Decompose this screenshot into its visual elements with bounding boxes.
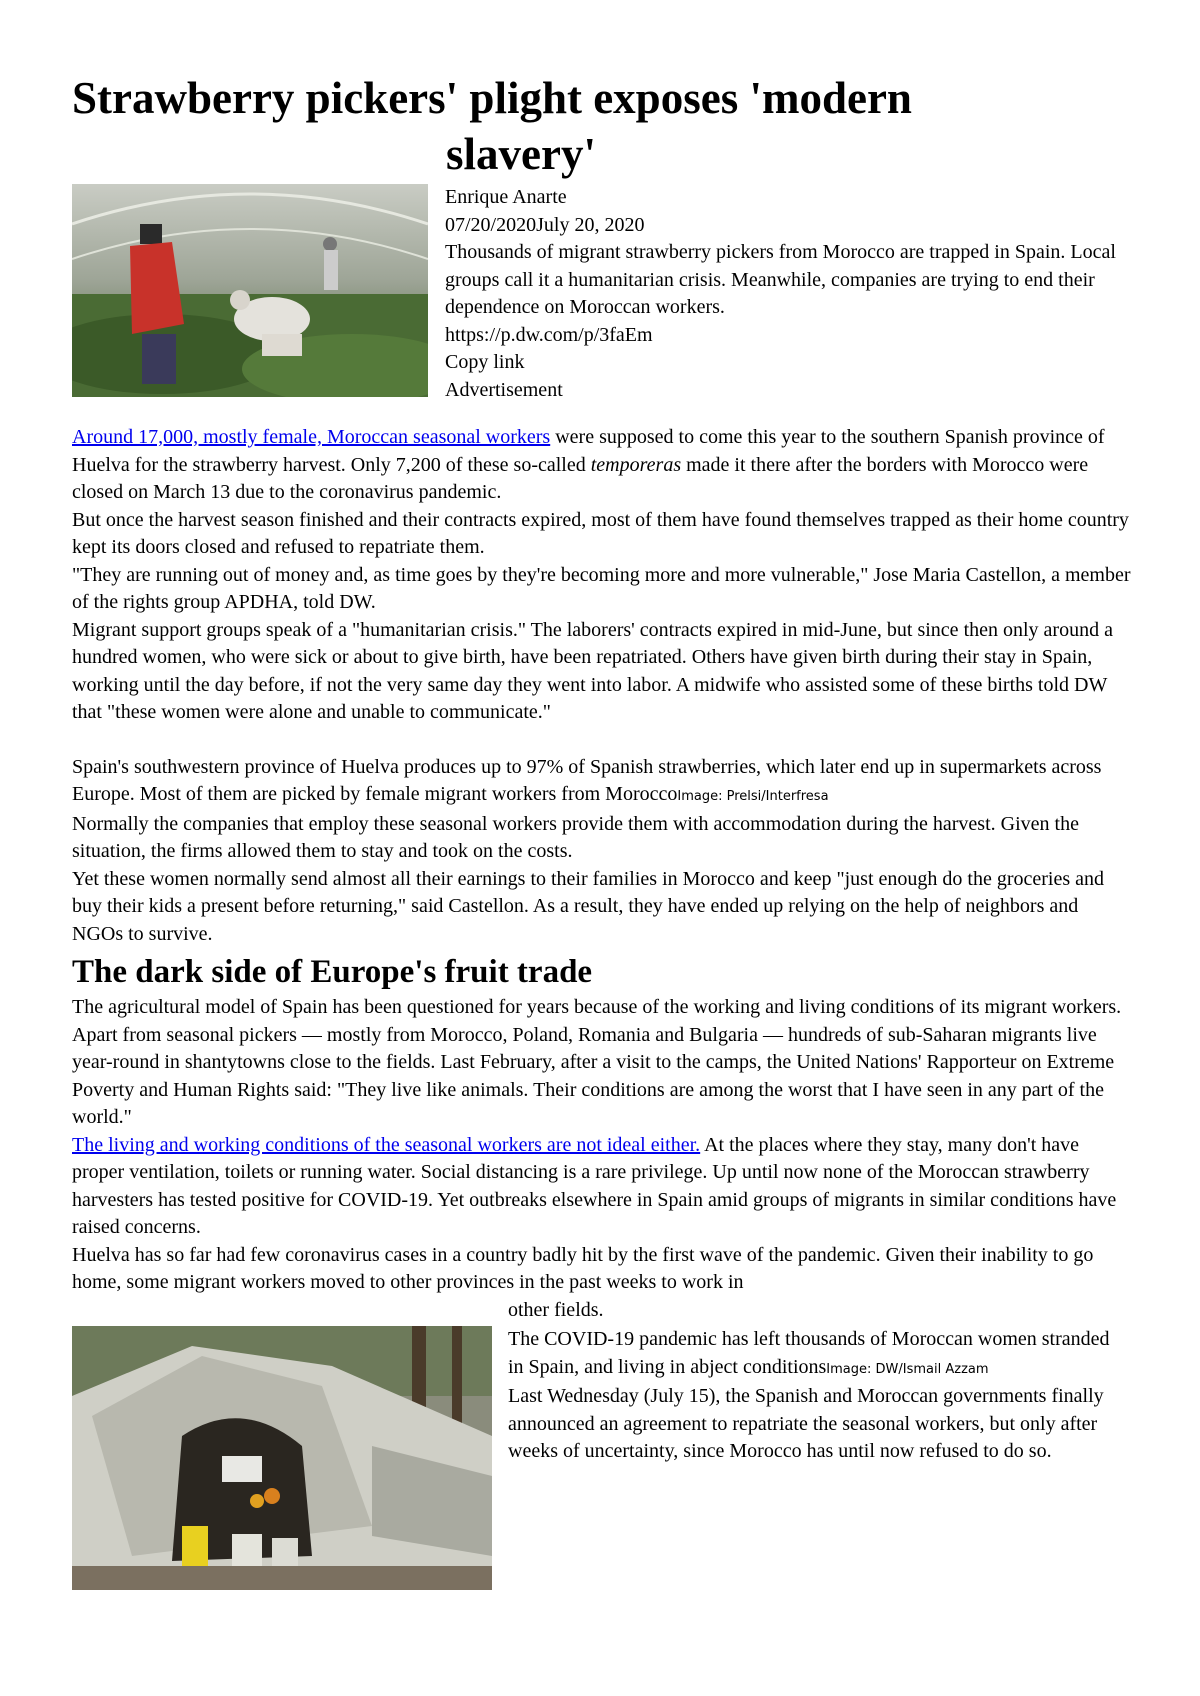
header-block [72,186,1132,424]
paragraph-3: "They are running out of money and, as time goes by they're becoming more and more vulnerable," Jose Maria Castellon, a member of the rights group APDHA, told DW. [72,563,1131,613]
section-heading: The dark side of Europe's fruit trade [72,954,593,990]
paragraph-8: Apart from seasonal pickers — mostly from Morocco, Poland, Romania and Bulgaria — hundreds of sub-Saharan migrants live year-round in shantytowns close to the fields. Last February, after a visit to the camps, the United Nations' Rapporteur on Extreme Poverty and Human Rights said: "They live like animals. Their conditions are among the worst that I have seen in any part of the world." [72,1023,1115,1128]
spacer [508,1299,1128,1326]
copy-link-button[interactable]: Copy link [445,351,525,373]
paragraph-7: The agricultural model of Spain has been questioned for years because of the working and living conditions of its migrant workers. [72,996,1122,1018]
article-page [72,70,1132,1596]
paragraph-10: Huelva has so far had few coronavirus cases in a country badly hit by the first wave of the pandemic. Given their inability to go home, some migrant workers moved to other provinces in the past weeks to work in [72,1243,1094,1293]
paragraph-6: Yet these women normally send almost all their earnings to their families in Morocco and keep "just enough do the groceries and buy their kids a present before returning," said Castellon. As a result, they have ended up relying on the help of neighbors and NGOs to survive. [72,867,1104,945]
paragraph-2: But once the harvest season finished and their contracts expired, most of them have found themselves trapped as their home country kept its doors closed and refused to repatriate them. [72,508,1129,558]
paragraph-9: The living and working conditions of the seasonal workers are not ideal either. At the places where they stay, many don't have proper ventilation, toilets or running water. Social distancing is a rare privilege. Up until now none of the Moroccan strawberry harvesters has tested positive for COVID-19. Yet outbreaks elsewhere in Spain amid groups of migrants in similar conditions have raised concerns. [72,1133,1117,1238]
publish-date: 07/20/2020July 20, 2020 [445,213,645,236]
strawberry-pickers-photo [72,184,428,397]
image-caption-2: The COVID-19 pandemic has left thousands of Moroccan women stranded in Spain, and living in abject conditionsImage: DW/Ismail Azzam [508,1328,1110,1378]
article-meta [445,184,1135,404]
paragraph-11: Last Wednesday (July 15), the Spanish and Moroccan governments finally announced an agreement to repatriate the seasonal workers, but only after weeks of uncertainty, since Morocco has until now refused to do so. [508,1385,1104,1462]
advertisement-label: Advertisement [445,378,563,401]
image-caption-1: Spain's southwestern province of Huelva produces up to 97% of Spanish strawberries, which later end up in supermarkets across Europe. Most of them are picked by female migrant workers from MoroccoImage: Prelsi/Interfresa [72,755,1102,805]
image-credit-2: Image: DW/Ismail Azzam [826,1361,989,1377]
paragraph-1: Around 17,000, mostly female, Moroccan seasonal workers were supposed to come this year to the southern Spanish province of Huelva for the strawberry harvest. Only 7,200 of these so-called temporeras made it there after the borders with Morocco were closed on March 13 due to the coronavirus pandemic. [72,426,1105,503]
author-name: Enrique Anarte [445,186,567,208]
spacer [72,727,1132,754]
title-line-1: Strawberry pickers' plight exposes 'modern [72,73,912,123]
bottom-text-column [508,1299,1128,1466]
living-conditions-link[interactable]: The living and working conditions of the seasonal workers are not ideal either. [72,1133,701,1156]
image-credit-1: Image: Prelsi/Interfresa [677,789,829,804]
paragraph-5: Normally the companies that employ these seasonal workers provide them with accommodation during the harvest. Given the situation, the firms allowed them to stay and took on the costs. [72,812,1079,862]
article-title [72,70,1132,182]
title-line-2: slavery' [446,129,596,179]
short-url[interactable]: https://p.dw.com/p/3faEm [445,323,653,346]
paragraph-10-end: other fields. [508,1298,604,1321]
migrant-tent-photo [72,1326,492,1590]
tent-figure-block [72,1326,1132,1596]
paragraph-4: Migrant support groups speak of a "humanitarian crisis." The laborers' contracts expired in mid-June, but since then only around a hundred women, who were sick or about to give birth, have been repatriated. Others have given birth during their stay in Spain, working until the day before, if not the very same day they went into labor. A midwife who assisted some of these births told DW that "these women were alone and unable to communicate." [72,618,1113,723]
article-summary: Thousands of migrant strawberry pickers from Morocco are trapped in Spain. Local groups call it a humanitarian crisis. Meanwhile, companies are trying to end their dependence on Moroccan workers. [445,241,1116,318]
seasonal-workers-link[interactable]: Around 17,000, mostly female, Moroccan seasonal workers [72,426,551,448]
